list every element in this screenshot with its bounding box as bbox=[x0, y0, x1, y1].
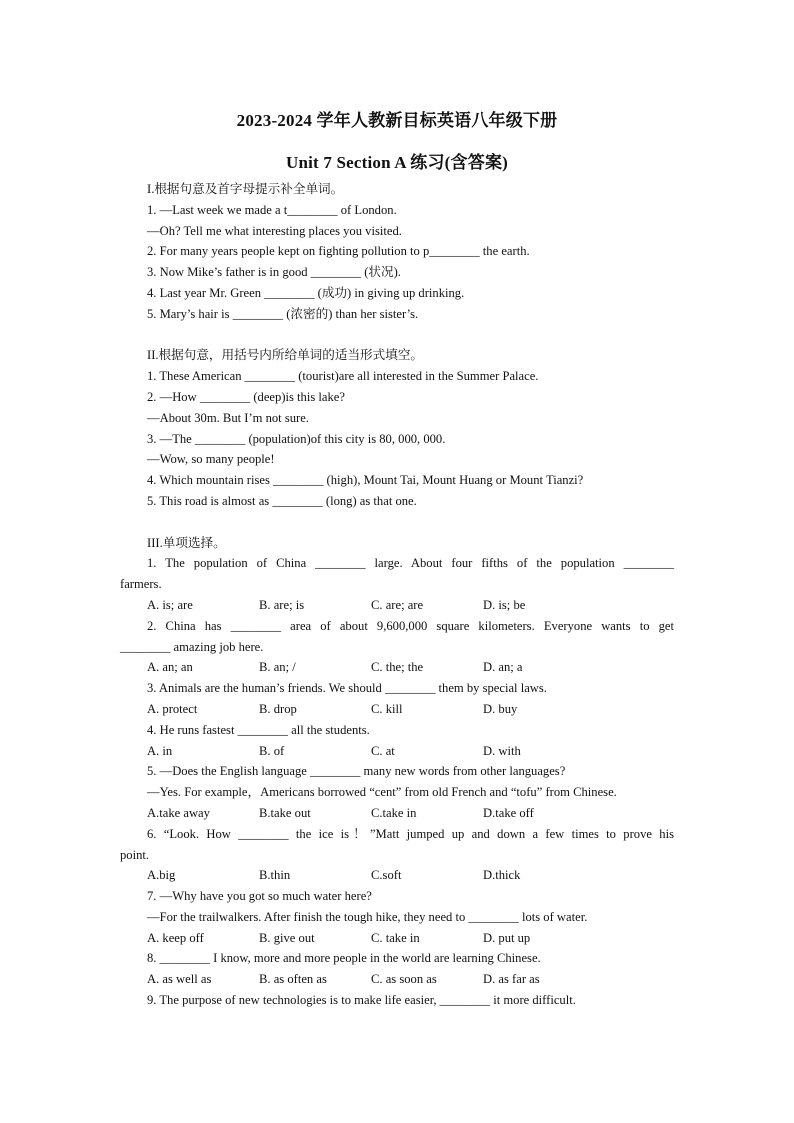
question-4-options bbox=[120, 741, 674, 762]
option-b: B. of bbox=[259, 743, 285, 758]
option-a: A. is; are bbox=[147, 597, 193, 612]
option-c: C. the; the bbox=[371, 660, 424, 675]
page-title: 2023-2024 学年人教新目标英语八年级下册 bbox=[236, 111, 558, 130]
s2-line: —Wow, so many people! bbox=[147, 452, 275, 467]
question-7: 7. —Why have you got so much water here? bbox=[147, 889, 372, 904]
question-8-options bbox=[120, 969, 674, 990]
option-c: C. take in bbox=[371, 930, 420, 945]
section-3-heading: III.单项选择。 bbox=[147, 535, 226, 550]
s1-line: 2. For many years people kept on fighting pollution to p________ the earth. bbox=[147, 244, 530, 259]
option-a: A. keep off bbox=[147, 930, 204, 945]
question-6: 6. “Look. How ________ the ice is！”Matt jumped up and down a few times to prove his bbox=[147, 826, 674, 841]
option-b: B.take out bbox=[259, 805, 311, 820]
question-5: 5. —Does the English language ________ many new words from other languages? bbox=[147, 764, 566, 779]
option-a: A.big bbox=[147, 868, 176, 883]
question-2-cont: ________ amazing job here. bbox=[120, 639, 264, 654]
s1-line: 4. Last year Mr. Green ________ (成功) in giving up drinking. bbox=[147, 285, 465, 300]
page-subtitle: Unit 7 Section A 练习(含答案) bbox=[285, 153, 509, 172]
option-a: A. as well as bbox=[147, 972, 212, 987]
option-d: D. buy bbox=[483, 701, 518, 716]
s2-line: 1. These American ________ (tourist)are all interested in the Summer Palace. bbox=[147, 369, 539, 384]
s2-line: 5. This road is almost as ________ (long) as that one. bbox=[147, 493, 417, 508]
s2-line: 4. Which mountain rises ________ (high), Mount Tai, Mount Huang or Mount Tianzi? bbox=[147, 473, 584, 488]
question-3-options bbox=[120, 699, 674, 720]
option-c: C.take in bbox=[371, 805, 417, 820]
option-c: C. at bbox=[371, 743, 395, 758]
option-b: B. are; is bbox=[259, 597, 305, 612]
option-b: B. give out bbox=[259, 930, 315, 945]
s1-line: —Oh? Tell me what interesting places you visited. bbox=[147, 223, 402, 238]
question-9: 9. The purpose of new technologies is to make life easier, ________ it more difficult. bbox=[147, 993, 576, 1008]
option-c: C. are; are bbox=[371, 597, 424, 612]
s2-line: 3. —The ________ (population)of this city is 80, 000, 000. bbox=[147, 431, 446, 446]
option-d: D.thick bbox=[483, 868, 521, 883]
option-c: C. kill bbox=[371, 701, 403, 716]
question-7-options bbox=[120, 928, 674, 949]
question-8: 8. ________ I know, more and more people in the world are learning Chinese. bbox=[147, 951, 541, 966]
option-c: C.soft bbox=[371, 868, 402, 883]
worksheet-body bbox=[120, 179, 674, 1011]
question-6-cont: point. bbox=[120, 847, 150, 862]
option-b: B.thin bbox=[259, 868, 291, 883]
s1-line: 5. Mary’s hair is ________ (浓密的) than her sister’s. bbox=[147, 306, 419, 321]
question-5-cont: —Yes. For example，Americans borrowed “cent” from old French and “tofu” from Chinese. bbox=[147, 785, 617, 800]
option-a: A.take away bbox=[147, 805, 210, 820]
option-b: B. as often as bbox=[259, 972, 327, 987]
question-3: 3. Animals are the human’s friends. We should ________ them by special laws. bbox=[147, 681, 547, 696]
question-2: 2. China has ________ area of about 9,600,000 square kilometers. Everyone wants to get bbox=[147, 618, 674, 633]
question-4: 4. He runs fastest ________ all the students. bbox=[147, 722, 370, 737]
option-d: D.take off bbox=[483, 805, 534, 820]
option-b: B. an; / bbox=[259, 660, 296, 675]
s2-line: —About 30m. But I’m not sure. bbox=[147, 410, 309, 425]
option-b: B. drop bbox=[259, 701, 297, 716]
question-2-options bbox=[120, 657, 674, 678]
question-6-options bbox=[120, 865, 674, 886]
section-1-heading: I.根据句意及首字母提示补全单词。 bbox=[147, 182, 344, 196]
option-a: A. in bbox=[147, 743, 173, 758]
question-7-cont: —For the trailwalkers. After finish the tough hike, they need to ________ lots of water. bbox=[147, 909, 588, 924]
option-d: D. as far as bbox=[483, 972, 540, 987]
option-a: A. an; an bbox=[147, 660, 193, 675]
option-c: C. as soon as bbox=[371, 972, 437, 987]
question-1-options bbox=[120, 595, 674, 616]
option-a: A. protect bbox=[147, 701, 198, 716]
s1-line: 1. —Last week we made a t________ of London. bbox=[147, 202, 397, 217]
question-5-options bbox=[120, 803, 674, 824]
s2-line: 2. —How ________ (deep)is this lake? bbox=[147, 389, 345, 404]
option-d: D. put up bbox=[483, 930, 531, 945]
s1-line: 3. Now Mike’s father is in good ________ (状况). bbox=[147, 265, 401, 280]
option-d: D. with bbox=[483, 743, 521, 758]
option-d: D. is; be bbox=[483, 597, 526, 612]
question-1: 1. The population of China ________ large. About four fifths of the population ________ bbox=[147, 556, 674, 571]
option-d: D. an; a bbox=[483, 660, 523, 675]
question-1-cont: farmers. bbox=[120, 577, 162, 592]
section-2-heading: II.根据句意，用括号内所给单词的适当形式填空。 bbox=[147, 348, 424, 363]
